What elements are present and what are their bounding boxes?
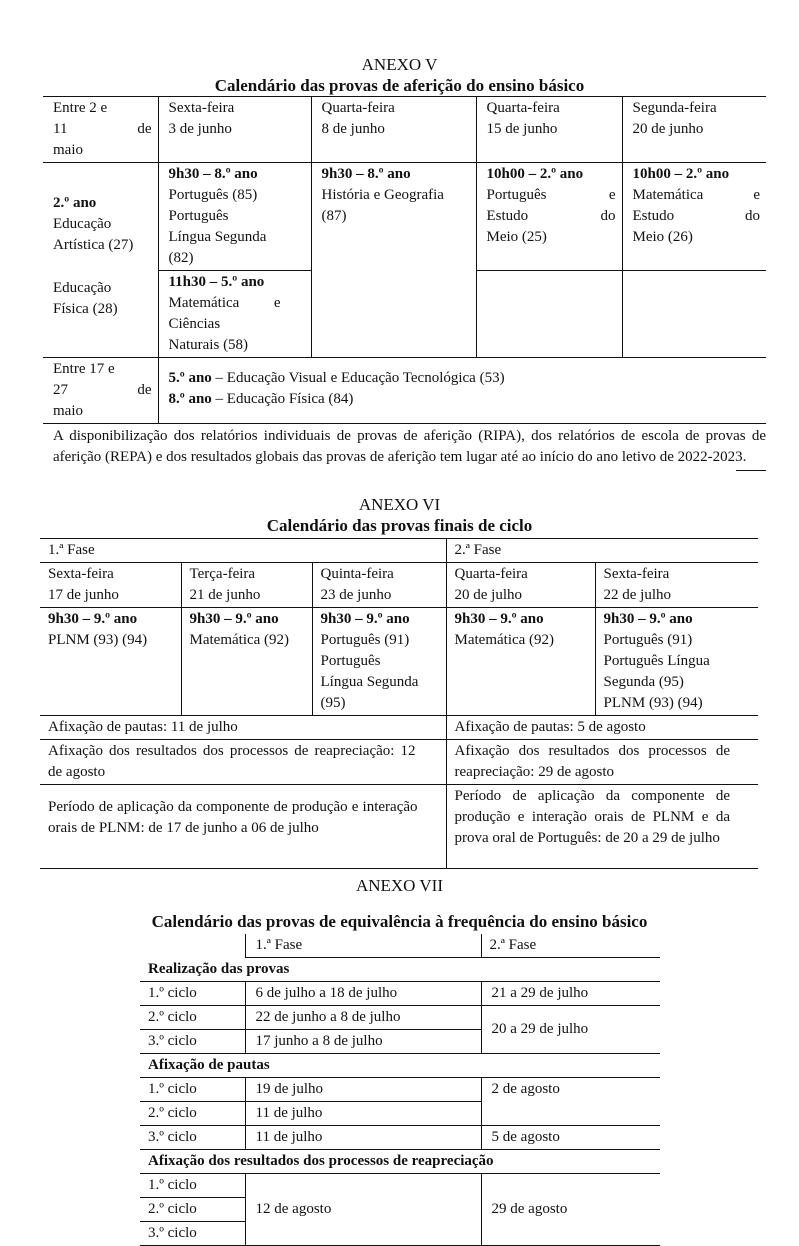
row-label-line: Educação (53, 216, 112, 232)
empty-cell (140, 934, 245, 958)
exam-cell (595, 608, 758, 716)
date-cell (158, 97, 311, 163)
cycle-label: 1.º ciclo (140, 1174, 245, 1198)
exam-line: Português (91) (320, 632, 410, 648)
exam-line: Português (85) (168, 187, 258, 203)
date-label: 20 de julho (454, 587, 523, 603)
exam-time: 9h30 – 8.º ano (321, 166, 411, 182)
phase2-value: 21 a 29 de julho (481, 982, 660, 1006)
phase1-label: 1.ª Fase (245, 934, 481, 958)
table-row (140, 1078, 660, 1102)
exam-cell (312, 608, 446, 716)
oral-row (40, 785, 758, 869)
exam-line: Português Língua (603, 653, 710, 669)
table-row (140, 1126, 660, 1150)
exam-time: 9h30 – 9.º ano (454, 611, 544, 627)
exam-cell (40, 608, 181, 716)
row-label-line: 2.º ano (53, 195, 97, 211)
date-cell (446, 563, 595, 608)
exam-time: 11h30 – 5.º ano (168, 274, 265, 290)
exam-line: (87) (321, 208, 347, 224)
pautas-phase2: Afixação de pautas: 5 de agosto (446, 716, 758, 740)
date-label: 20 de junho (632, 121, 704, 137)
exam-line: Ciências (168, 316, 221, 332)
empty-cell (622, 271, 766, 358)
anexo6-table (40, 538, 758, 869)
exam-time: 9h30 – 9.º ano (320, 611, 410, 627)
anexo5-table (43, 96, 766, 468)
oral-phase1: Período de aplicação da componente de produção e interação orais de PLNM: de 17 de junho a 06 de julho (40, 785, 446, 869)
row-label (43, 163, 158, 358)
phase1-value: 6 de julho a 18 de julho (245, 982, 481, 1006)
exam-line: Meio (26) (632, 229, 693, 245)
day-label: Sexta-feira (48, 566, 114, 582)
reap-phase2: Afixação dos resultados dos processos de reapreciação: 29 de agosto (446, 740, 758, 785)
date-cell (181, 563, 312, 608)
exam-cell (158, 163, 311, 271)
oral-phase2: Período de aplicação da componente de produção e interação orais de PLNM e da prova oral de Português: de 20 a 29 de julho (446, 785, 758, 869)
exam-line: Português (168, 208, 229, 224)
exam-line: História e Geografia (321, 187, 444, 203)
day-label: Quarta-feira (486, 100, 560, 116)
cycle-label: 2.º ciclo (140, 1198, 245, 1222)
table-row (140, 1174, 660, 1198)
row-label-line: Física (28) (53, 301, 118, 317)
day-label: Quarta-feira (321, 100, 395, 116)
row-label-line: Artística (27) (53, 237, 134, 253)
exam-time: 9h30 – 9.º ano (189, 611, 279, 627)
period1-label-line: Entre 2 e (53, 100, 108, 116)
phase2-value: 5 de agosto (481, 1126, 660, 1150)
cycle-label: 3.º ciclo (140, 1030, 245, 1054)
anexo5-date-row (43, 97, 766, 163)
anexo6-exam-row (40, 608, 758, 716)
period2-content (158, 358, 766, 424)
exam-time: 9h30 – 9.º ano (603, 611, 693, 627)
anexo6-date-row (40, 563, 758, 608)
exam-line: Estudo do (632, 208, 760, 224)
date-label: 21 de junho (189, 587, 261, 603)
exam-cell (476, 163, 622, 271)
period2-label (43, 358, 158, 424)
date-label: 22 de julho (603, 587, 672, 603)
phase2-label: 2.ª Fase (446, 539, 758, 563)
pautas-row (40, 716, 758, 740)
period2-label-line: maio (53, 403, 83, 419)
period2-label-line: 27 de (53, 382, 152, 398)
exam-cell (446, 608, 595, 716)
exam-line: Português (320, 653, 381, 669)
section-row (140, 1054, 660, 1078)
cycle-label: 2.º ciclo (140, 1006, 245, 1030)
date-label: 17 de junho (48, 587, 119, 603)
exam-line: (95) (320, 695, 346, 711)
anexo6-heading: ANEXO VI (358, 495, 441, 514)
section-realizacao: Realização das provas (140, 958, 660, 982)
anexo7-heading: ANEXO VII (355, 876, 444, 895)
exam-line: Estudo do (486, 208, 616, 224)
reap-row (40, 740, 758, 785)
exam-cell (311, 163, 476, 358)
period1-label (43, 97, 158, 163)
exam-line: Matemática e (632, 187, 760, 203)
phase1-value: 22 de junho a 8 de julho (245, 1006, 481, 1030)
period1-label-line: maio (53, 142, 83, 158)
phase1-value: 11 de julho (245, 1126, 481, 1150)
cycle-label: 3.º ciclo (140, 1126, 245, 1150)
period2-line: 5.º ano – Educação Visual e Educação Tecnológica (53) (168, 370, 505, 386)
day-label: Quarta-feira (454, 566, 528, 582)
anexo7-table (140, 934, 660, 1246)
note-end-rule (736, 470, 766, 471)
anexo5-exam-row (43, 163, 766, 271)
day-label: Segunda-feira (632, 100, 717, 116)
anexo5-period2-row (43, 358, 766, 424)
phase-row (40, 539, 758, 563)
date-label: 15 de junho (486, 121, 558, 137)
section-row (140, 1150, 660, 1174)
exam-cell (622, 163, 766, 271)
cycle-label: 2.º ciclo (140, 1102, 245, 1126)
anexo5-title: Calendário das provas de aferição do ensino básico (214, 76, 585, 95)
day-label: Terça-feira (189, 566, 256, 582)
phase1-value: 17 junho a 8 de julho (245, 1030, 481, 1054)
anexo5-heading: ANEXO V (361, 55, 438, 74)
cycle-label: 3.º ciclo (140, 1222, 245, 1246)
pautas-phase1: Afixação de pautas: 11 de julho (40, 716, 446, 740)
empty-cell (476, 271, 622, 358)
section-pautas: Afixação de pautas (140, 1054, 660, 1078)
period1-label-line: 11 de (53, 121, 152, 137)
date-cell (311, 97, 476, 163)
date-label: 8 de junho (321, 121, 385, 137)
exam-line: PLNM (93) (94) (603, 695, 703, 711)
exam-time: 10h00 – 2.º ano (632, 166, 730, 182)
day-label: Quinta-feira (320, 566, 394, 582)
exam-cell (158, 271, 311, 358)
anexo5-note: A disponibilização dos relatórios individuais de provas de aferição (RIPA), dos relatórios de escola de provas de aferição (REPA) e dos resultados globais das provas de aferição tem lugar até ao início do ano letivo de 2022-2023. (53, 428, 766, 465)
period2-line: 8.º ano – Educação Física (84) (168, 391, 354, 407)
date-cell (40, 563, 181, 608)
exam-time: 9h30 – 8.º ano (168, 166, 258, 182)
date-cell (595, 563, 758, 608)
exam-line: Português e (486, 187, 616, 203)
exam-line: Meio (25) (486, 229, 547, 245)
phase1-value: 19 de julho (245, 1078, 481, 1102)
section-reapreciacao: Afixação dos resultados dos processos de reapreciação (140, 1150, 660, 1174)
phase2-value: 20 a 29 de julho (481, 1006, 660, 1054)
anexo7-phase-row (140, 934, 660, 958)
phase2-label: 2.ª Fase (481, 934, 660, 958)
anexo5-note-row (43, 424, 766, 469)
section-row (140, 958, 660, 982)
day-label: Sexta-feira (168, 100, 235, 116)
exam-line: Matemática (92) (189, 632, 290, 648)
exam-line: Segunda (95) (603, 674, 684, 690)
phase1-label: 1.ª Fase (40, 539, 446, 563)
phase1-value: 11 de julho (245, 1102, 481, 1126)
cycle-label: 1.º ciclo (140, 982, 245, 1006)
exam-line: Matemática (92) (454, 632, 555, 648)
phase2-value: 2 de agosto (481, 1078, 660, 1126)
row-label-line: Educação (53, 280, 112, 296)
date-cell (622, 97, 766, 163)
anexo7-title: Calendário das provas de equivalência à frequência do ensino básico (151, 912, 648, 931)
exam-time: 10h00 – 2.º ano (486, 166, 584, 182)
date-label: 3 de junho (168, 121, 232, 137)
date-label: 23 de junho (320, 587, 392, 603)
anexo6-title: Calendário das provas finais de ciclo (266, 516, 533, 535)
table-row (140, 982, 660, 1006)
table-row (140, 1006, 660, 1030)
reap-phase1: Afixação dos resultados dos processos de reapreciação: 12 de agosto (40, 740, 446, 785)
date-cell (476, 97, 622, 163)
exam-line: Língua Segunda (168, 229, 267, 245)
cycle-label: 1.º ciclo (140, 1078, 245, 1102)
exam-cell (181, 608, 312, 716)
exam-line: Língua Segunda (320, 674, 419, 690)
day-label: Sexta-feira (603, 566, 670, 582)
exam-line: (82) (168, 250, 194, 266)
exam-line: Português (91) (603, 632, 693, 648)
date-cell (312, 563, 446, 608)
exam-line: Naturais (58) (168, 337, 249, 353)
period2-label-line: Entre 17 e (53, 361, 115, 377)
phase1-value: 12 de agosto (245, 1174, 481, 1246)
exam-line: Matemática e (168, 295, 281, 311)
exam-time: 9h30 – 9.º ano (48, 611, 138, 627)
exam-line: PLNM (93) (94) (48, 632, 148, 648)
phase2-value: 29 de agosto (481, 1174, 660, 1246)
